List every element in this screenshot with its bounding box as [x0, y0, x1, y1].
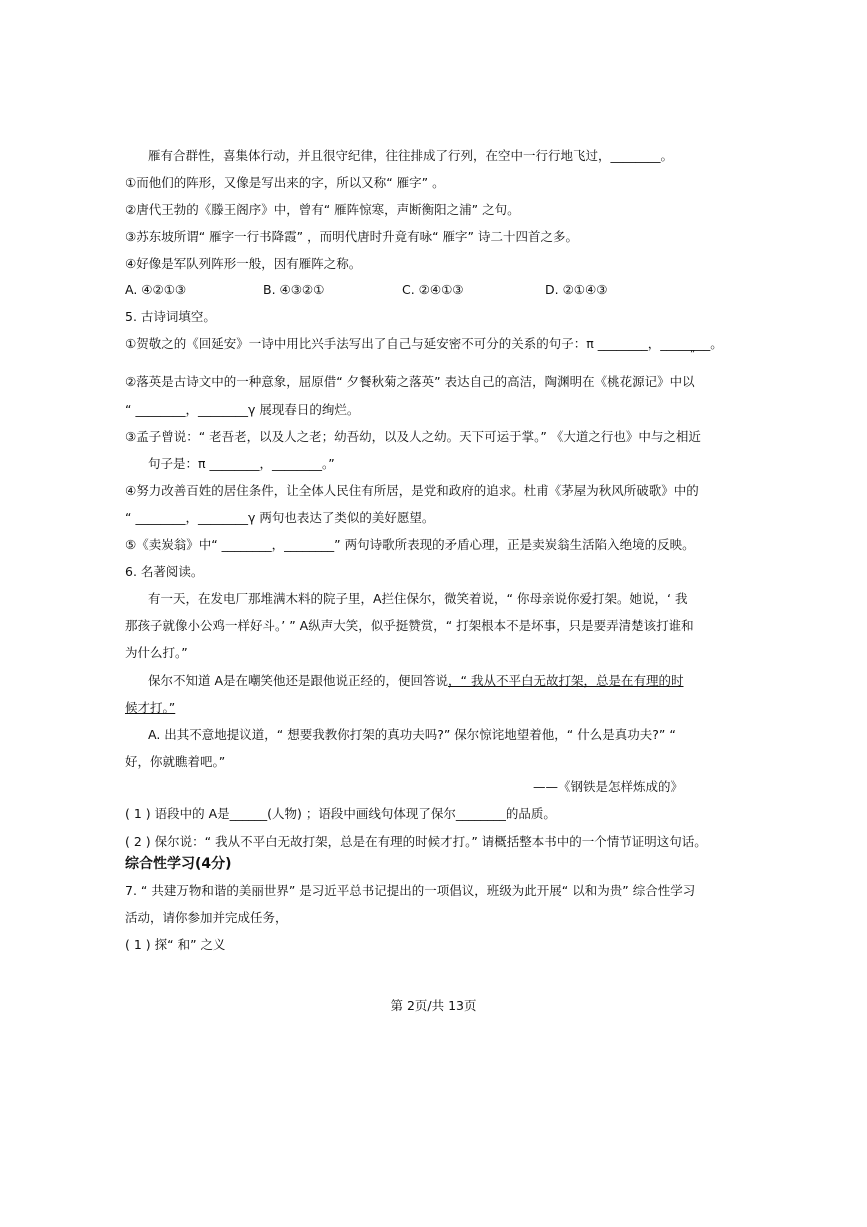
- q6-para-1: 有一天，在发电厂那堆满木料的院子里，A拦住保尔，微笑着说，“ 你母亲说你爱打架。她说，‘ 我那孩子就像小公鸡一样好斗。’ ” A纵声大笑，似乎挺赞赏，“ 打架根本不是坏事，只是要弄清楚该打谁和为什么打。”: [125, 591, 694, 660]
- q4-item-3: ③苏东坡所谓“ 雁字一行书降霞” ，而明代唐时升竟有咏“ 雁字” 诗二十四首之多。: [125, 229, 579, 244]
- q6-underlined-sentence: ，“ 我从不平白无故打架，总是在有理的时候才打。”: [125, 673, 684, 715]
- q6-sub-1: ( 1 ) 语段中的 A是______(人物) ；语段中画线句体现了保尔________的品质。: [125, 806, 556, 821]
- q6-title: 6. 名著阅读。: [125, 564, 204, 579]
- q7-line-2: 活动，请你参加并完成任务，: [125, 910, 288, 925]
- q5-title: 5. 古诗词填空。: [125, 309, 216, 324]
- q6-para-2-text: 保尔不知道 A是在嘲笑他还是跟他说正经的，便回答说: [148, 673, 449, 688]
- q4-option-c: C. ②④①③: [402, 282, 464, 297]
- section-heading: 综合性学习(4分): [125, 856, 232, 872]
- q6-sub-2: ( 2 ) 保尔说：“ 我从不平白无故打架，总是在有理的时候才打。” 请概括整本书中的一个情节证明这句话。: [125, 834, 707, 849]
- q4-options: [125, 282, 725, 298]
- q4-intro: 雁有合群性，喜集体行动，并且很守纪律，往往排成了行列，在空中一行行地飞过，________。: [148, 148, 674, 163]
- q5-item-2a: ②落英是古诗文中的一种意象，屈原借“ 夕餐秋菊之落英” 表达自己的高洁，陶渊明在《桃花源记》中以: [125, 374, 695, 389]
- q5-item-5: ⑤《卖炭翁》中“ ________，________” 两句诗歌所表现的矛盾心理，正是卖炭翁生活陷入绝境的反映。: [125, 537, 695, 552]
- q6-source: ——《钢铁是怎样炼成的》: [532, 779, 683, 794]
- q4-option-d: D. ②①④③: [545, 282, 608, 297]
- q4-item-1: ①而他们的阵形，又像是写出来的字，所以又称“ 雁字” 。: [125, 175, 445, 190]
- q4-item-4: ④好像是军队列阵形一般，因有雁阵之称。: [125, 256, 362, 271]
- page-footer: 第 2页/共 13页: [390, 998, 477, 1013]
- q5-item-3b: 句子是：π ________，________。”: [148, 456, 335, 471]
- q5-item-2b: “ ________，________γ 展现春日的绚烂。: [125, 402, 360, 417]
- q7-sub-1: ( 1 ) 探“ 和” 之义: [125, 937, 226, 952]
- q4-option-a: A. ④②①③: [125, 282, 187, 297]
- q7-line-1: 7. “ 共建万物和谐的美丽世界” 是习近平总书记提出的一项倡议，班级为此开展“ 以和为贵” 综合性学习: [125, 883, 696, 898]
- stray-quote-mark: ”: [690, 349, 696, 360]
- q6-para-2: [125, 667, 695, 721]
- q5-item-1: ①贺敬之的《回延安》一诗中用比兴手法写出了自己与延安密不可分的关系的句子：π ________，________。: [125, 336, 723, 351]
- q4-item-2: ②唐代王勃的《滕王阁序》中，曾有“ 雁阵惊寒，声断衡阳之浦” 之句。: [125, 202, 520, 217]
- q6-para-3: A. 出其不意地提议道，“ 想要我教你打架的真功夫吗?” 保尔惊诧地望着他，“ 什么是真功夫?” “ 好，你就瞧着吧。”: [125, 727, 676, 769]
- q5-item-3a: ③孟子曾说：“ 老吾老，以及人之老；幼吾幼，以及人之幼。天下可运于掌。” 《大道之行也》中与之相近: [125, 429, 701, 444]
- q5-item-4a: ④努力改善百姓的居住条件，让全体人民住有所居，是党和政府的追求。杜甫《茅屋为秋风所破歌》中的: [125, 483, 699, 498]
- q5-item-4b: “ ________，________γ 两句也表达了类似的美好愿望。: [125, 510, 435, 525]
- q4-option-b: B. ④③②①: [263, 282, 325, 297]
